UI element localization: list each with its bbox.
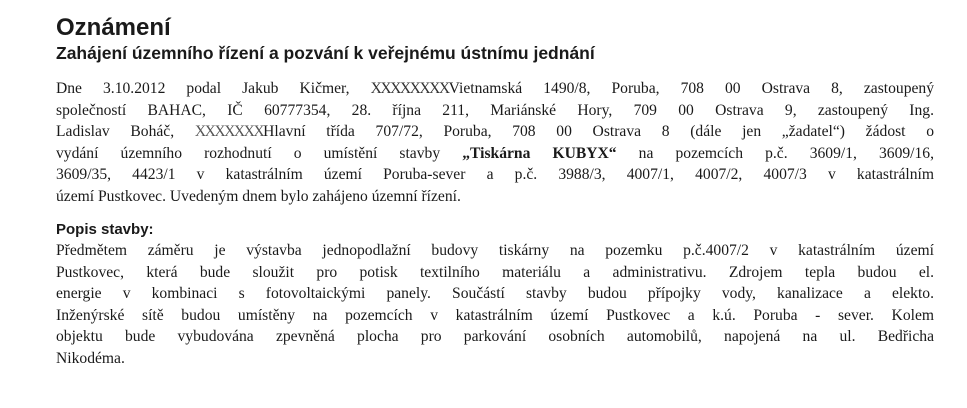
document-page — [56, 14, 934, 369]
description-line-2: Pustkovec, která bude sloužit pro potisk textilního materiálu a administrativu. Zdrojem tepla budou el. — [56, 263, 934, 281]
intro-line-2: společností BAHAC, IČ 60777354, 28. října 211, Mariánské Hory, 709 00 Ostrava 9, zastoupený Ing. — [56, 101, 934, 119]
intro-line-1 — [56, 78, 934, 100]
intro-line-4 — [56, 143, 934, 165]
intro-line-4-start: vydání územního rozhodnutí o umístění stavby — [56, 144, 463, 162]
intro-line-3-start: Ladislav Boháč, — [56, 123, 195, 140]
intro-line-6: území Pustkovec. Uvedeným dnem bylo zahájeno územní řízení. — [56, 187, 461, 205]
page-title: Oznámení — [56, 14, 171, 41]
intro-line-3 — [56, 121, 934, 143]
section-heading-popis-stavby: Popis stavby: — [56, 221, 154, 238]
description-line-6: Nikodéma. — [56, 349, 125, 367]
intro-line-5: 3609/35, 4423/1 v katastrálním území Poruba-sever a p.č. 3988/3, 4007/1, 4007/2, 4007/3 v katastrálním — [56, 166, 934, 183]
redacted-address-2: XXXXXXX — [194, 123, 264, 140]
description-paragraph — [56, 240, 934, 369]
intro-line-3-end: Hlavní třída 707/72, Poruba, 708 00 Ostrava 8 (dále jen „žadatel“) žádost o — [263, 123, 934, 140]
page-subtitle: Zahájení územního řízení a pozvání k veřejnému ústnímu jednání — [56, 43, 595, 63]
description-line-1: Předmětem záměru je výstavba jednopodlažní budovy tiskárny na pozemku p.č.4007/2 v katastrálním území — [56, 242, 934, 259]
intro-paragraph — [56, 78, 934, 207]
intro-line-4-end: na pozemcích p.č. 3609/1, 3609/16, — [616, 144, 935, 162]
project-name: „Tiskárna KUBYX“ — [462, 144, 617, 162]
redacted-address-1: XXXXXXXX — [370, 80, 449, 97]
intro-line-1-end: Vietnamská 1490/8, Poruba, 708 00 Ostrava 8, zastoupený — [448, 80, 935, 97]
description-line-5: objektu bude vybudována zpevněná plocha pro parkování osobních automobilů, napojená na ul. Bedřicha — [56, 328, 934, 345]
description-line-4: Inženýrské sítě budou umístěny na pozemcích v katastrálním území Pustkovec a k.ú. Poruba - sever. Kolem — [56, 306, 934, 324]
description-line-3: energie v kombinaci s fotovoltaickými panely. Součástí stavby budou přípojky vody, kanalizace a elekto. — [56, 285, 934, 302]
intro-line-1-start: Dne 3.10.2012 podal Jakub Kičmer, — [56, 80, 371, 97]
